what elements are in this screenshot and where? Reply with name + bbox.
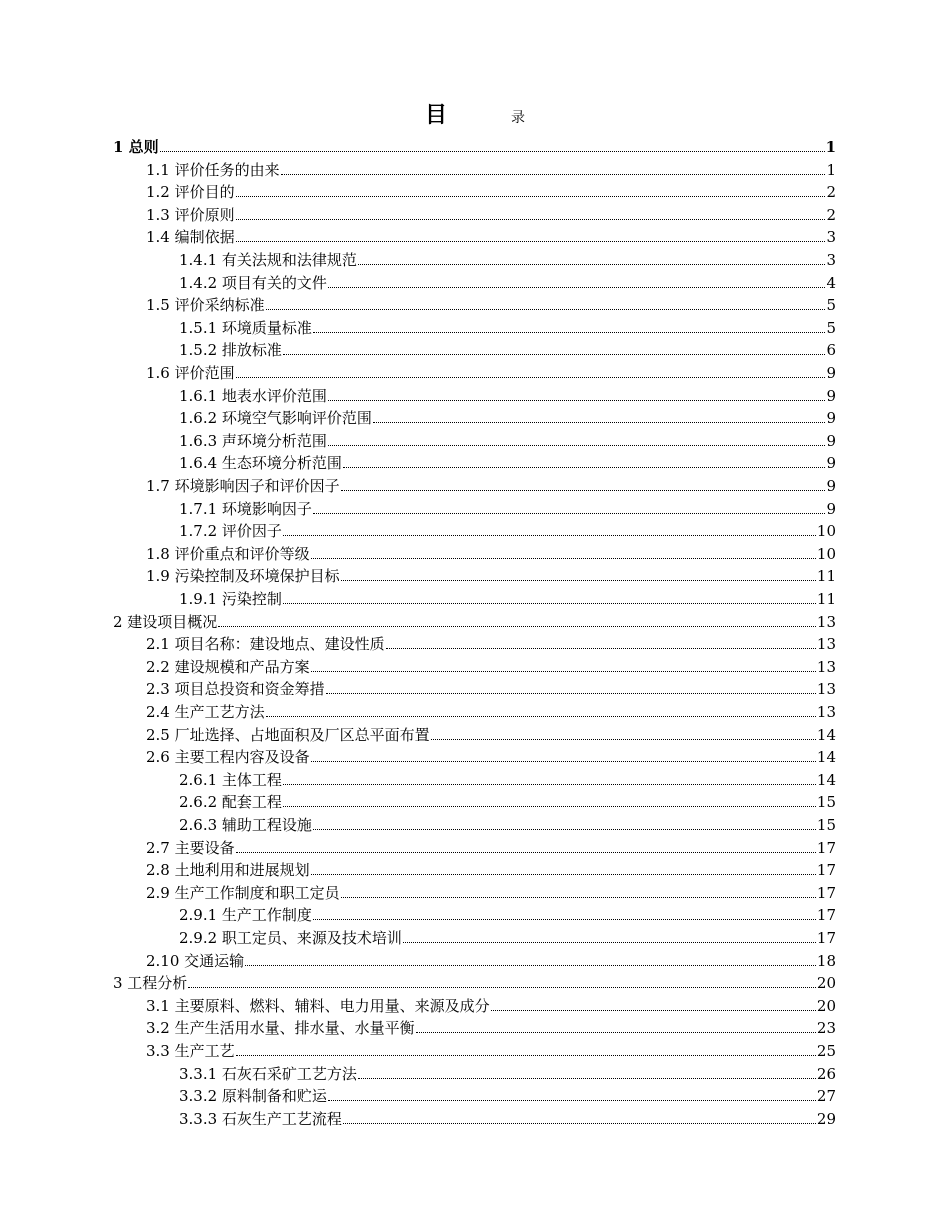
toc-entry-label: 1.4.1 有关法规和法律规范: [179, 251, 357, 269]
toc-entry[interactable]: [146, 995, 836, 1017]
toc-entry-label: 1.8 评价重点和评价等级: [146, 544, 310, 563]
toc-entry-label: 2.9 生产工作制度和职工定员: [146, 883, 340, 902]
dot-leader: [311, 671, 816, 672]
toc-entry[interactable]: [179, 769, 836, 791]
toc-entry-page-number: 9: [826, 386, 836, 405]
toc-entry[interactable]: [146, 1017, 836, 1039]
toc-entry-label: 1.6.1 地表水评价范围: [179, 386, 327, 405]
toc-entry-label: 1.1 评价任务的由来: [146, 160, 280, 179]
toc-entry-page-number: 15: [816, 793, 836, 812]
toc-entry-label: 3.2 生产生活用水量、排水量、水量平衡: [146, 1019, 415, 1038]
toc-entry-label: 1.3 评价原则: [146, 205, 235, 224]
dot-leader: [266, 716, 816, 717]
toc-entry-page-number: 11: [816, 590, 836, 608]
toc-entry-label: 1.6.4 生态环境分析范围: [179, 454, 342, 473]
toc-entry-label: 2.1 项目名称：建设地点、建设性质: [146, 635, 385, 654]
dot-leader: [283, 535, 816, 536]
toc-entry-label: 1 总则: [113, 138, 159, 156]
toc-entry-page-number: 1: [825, 138, 836, 156]
dot-leader: [431, 739, 816, 740]
toc-entry-page-number: 17: [816, 838, 836, 857]
toc-entry[interactable]: [146, 746, 836, 768]
toc-entry-page-number: 5: [826, 318, 836, 337]
toc-entry[interactable]: [179, 814, 836, 836]
toc-entry-label: 2.6.3 辅助工程设施: [179, 816, 312, 834]
toc-entry-label: 2.2 建设规模和产品方案: [146, 657, 310, 676]
toc-entry[interactable]: [179, 452, 836, 474]
toc-entry-label: 2.7 主要设备: [146, 838, 235, 857]
toc-entry-page-number: 15: [816, 816, 836, 834]
toc-entry-label: 2.5 厂址选择、占地面积及厂区总平面布置: [146, 725, 430, 744]
toc-entry-label: 2.8 土地利用和进展规划: [146, 861, 310, 880]
toc-entry[interactable]: [179, 407, 836, 429]
dot-leader: [328, 287, 826, 288]
toc-entry[interactable]: [179, 588, 836, 610]
toc-entry-page-number: 17: [816, 861, 836, 880]
toc-entry[interactable]: [146, 859, 836, 881]
dot-leader: [245, 965, 816, 966]
dot-leader: [283, 806, 816, 807]
toc-entry[interactable]: [179, 272, 836, 294]
toc-entry[interactable]: [146, 565, 836, 587]
dot-leader: [341, 490, 826, 491]
dot-leader: [218, 626, 816, 627]
dot-leader: [386, 648, 816, 649]
toc-entry[interactable]: [179, 520, 836, 542]
toc-entry-label: 1.5 评价采纳标准: [146, 296, 265, 315]
toc-entry-label: 1.4 编制依据: [146, 228, 235, 247]
dot-leader: [266, 309, 826, 310]
dot-leader: [236, 196, 826, 197]
toc-entry-page-number: 14: [816, 770, 836, 789]
dot-leader: [403, 942, 816, 943]
toc-entry[interactable]: [179, 249, 836, 271]
dot-leader: [311, 761, 816, 762]
toc-entry[interactable]: [179, 791, 836, 813]
toc-entry-page-number: 13: [816, 657, 836, 676]
dot-leader: [188, 987, 816, 988]
toc-entry-label: 2 建设项目概况: [113, 612, 218, 631]
toc-entry[interactable]: [146, 701, 836, 723]
toc-entry-page-number: 13: [816, 635, 836, 654]
toc-entry-page-number: 9: [826, 409, 836, 428]
dot-leader: [236, 219, 826, 220]
toc-entry[interactable]: [179, 927, 836, 949]
dot-leader: [283, 603, 816, 604]
toc-entry-label: 1.6.2 环境空气影响评价范围: [179, 409, 372, 428]
toc-entry[interactable]: [146, 543, 836, 565]
toc-entry-label: 2.9.2 职工定员、来源及技术培训: [179, 929, 402, 947]
toc-entry-page-number: 9: [826, 499, 836, 518]
toc-entry-page-number: 10: [816, 544, 836, 563]
toc-entry[interactable]: [146, 724, 836, 746]
toc-entry-label: 1.6 评价范围: [146, 364, 235, 382]
toc-entry-page-number: 17: [816, 929, 836, 947]
toc-entry-page-number: 20: [816, 974, 836, 993]
toc-entry-page-number: 27: [816, 1087, 836, 1106]
toc-entry-label: 2.4 生产工艺方法: [146, 703, 265, 721]
toc-entry[interactable]: [179, 339, 836, 361]
toc-entry-label: 1.9 污染控制及环境保护目标: [146, 567, 340, 586]
toc-entry-page-number: 18: [816, 951, 836, 970]
toc-entry-page-number: 10: [816, 522, 836, 541]
toc-entry-page-number: 1: [826, 160, 836, 179]
dot-leader: [313, 513, 826, 514]
dot-leader: [313, 332, 826, 333]
toc-entry-page-number: 17: [816, 906, 836, 925]
toc-entry-page-number: 3: [826, 251, 836, 269]
toc-entry-label: 1.4.2 项目有关的文件: [179, 273, 327, 292]
toc-entry-page-number: 2: [826, 205, 836, 224]
toc-entry[interactable]: [146, 159, 836, 181]
toc-entry[interactable]: [179, 1085, 836, 1107]
toc-entry[interactable]: [146, 362, 836, 384]
toc-entry-page-number: 13: [816, 680, 836, 699]
toc-entry-page-number: 13: [816, 703, 836, 721]
toc-entry[interactable]: [179, 430, 836, 452]
toc-entry-label: 1.7 环境影响因子和评价因子: [146, 477, 340, 495]
dot-leader: [236, 852, 816, 853]
toc-entry-label: 1.2 评价目的: [146, 183, 235, 202]
dot-leader: [341, 897, 816, 898]
toc-entry-page-number: 20: [816, 996, 836, 1015]
dot-leader: [311, 874, 816, 875]
toc-entry-page-number: 25: [816, 1042, 836, 1060]
toc-entry[interactable]: [179, 1063, 836, 1085]
toc-entry[interactable]: [146, 204, 836, 226]
toc-entry-label: 3 工程分析: [113, 974, 188, 993]
dot-leader: [236, 377, 826, 378]
dot-leader: [343, 1123, 816, 1124]
toc-entry-page-number: 14: [816, 748, 836, 767]
toc-entry-label: 2.3 项目总投资和资金筹措: [146, 680, 325, 699]
toc-entry[interactable]: [179, 1108, 836, 1130]
toc-title: [0, 100, 950, 130]
toc-entry-label: 3.3.2 原料制备和贮运: [179, 1087, 327, 1106]
toc-entry[interactable]: [146, 950, 836, 972]
dot-leader: [341, 580, 816, 581]
toc-entry-label: 3.3.1 石灰石采矿工艺方法: [179, 1064, 357, 1083]
toc-entry-page-number: 23: [816, 1019, 836, 1038]
dot-leader: [328, 400, 826, 401]
toc-entry[interactable]: [179, 385, 836, 407]
toc-entry-page-number: 5: [826, 296, 836, 315]
toc-entry-label: 2.6.2 配套工程: [179, 793, 282, 812]
toc-entry-page-number: 26: [816, 1064, 836, 1083]
dot-leader: [236, 1055, 816, 1056]
toc-entry-label: 1.7.2 评价因子: [179, 522, 282, 541]
toc-entry[interactable]: [113, 611, 836, 633]
dot-leader: [326, 693, 816, 694]
toc-entry-label: 1.6.3 声环境分析范围: [179, 431, 327, 450]
toc-entry[interactable]: [146, 181, 836, 203]
toc-entry-label: 2.6.1 主体工程: [179, 770, 282, 789]
dot-leader: [373, 422, 826, 423]
dot-leader: [283, 784, 816, 785]
toc-entry-label: 1.5.1 环境质量标准: [179, 318, 312, 337]
dot-leader: [358, 1078, 816, 1079]
toc-entry[interactable]: [146, 633, 836, 655]
toc-entry-label: 1.9.1 污染控制: [179, 590, 282, 608]
toc-entry-page-number: 29: [816, 1109, 836, 1128]
toc-entry-label: 1.5.2 排放标准: [179, 341, 282, 360]
dot-leader: [160, 151, 825, 152]
toc-entry[interactable]: [113, 972, 836, 994]
dot-leader: [328, 1100, 816, 1101]
toc-entry-page-number: 9: [826, 431, 836, 450]
toc-entry[interactable]: [146, 678, 836, 700]
dot-leader: [313, 829, 816, 830]
dot-leader: [328, 445, 826, 446]
dot-leader: [311, 558, 816, 559]
dot-leader: [313, 919, 816, 920]
toc-entry[interactable]: [179, 317, 836, 339]
toc-entry[interactable]: [146, 1040, 836, 1062]
dot-leader: [236, 241, 826, 242]
dot-leader: [281, 174, 826, 175]
toc-entry-label: 2.6 主要工程内容及设备: [146, 748, 310, 767]
toc-entry-page-number: 4: [826, 273, 836, 292]
toc-title-main: 目: [424, 102, 447, 128]
dot-leader: [343, 467, 826, 468]
toc-entry-page-number: 11: [816, 567, 836, 586]
toc-entry[interactable]: [146, 226, 836, 248]
dot-leader: [283, 354, 826, 355]
dot-leader: [358, 264, 826, 265]
toc-entry-label: 3.3 生产工艺: [146, 1042, 235, 1060]
toc-entry[interactable]: [179, 498, 836, 520]
toc-entry[interactable]: [146, 294, 836, 316]
toc-entry-page-number: 9: [826, 477, 836, 495]
toc-entry-label: 1.7.1 环境影响因子: [179, 499, 312, 518]
toc-entry-page-number: 6: [826, 341, 836, 360]
toc-entry-label: 3.1 主要原料、燃料、辅料、电力用量、来源及成分: [146, 996, 490, 1015]
toc-entry-page-number: 9: [826, 364, 836, 382]
toc-entry-label: 2.9.1 生产工作制度: [179, 906, 312, 925]
toc-entry[interactable]: [146, 837, 836, 859]
toc-entry[interactable]: [179, 904, 836, 926]
toc-entry-label: 3.3.3 石灰生产工艺流程: [179, 1109, 342, 1128]
dot-leader: [491, 1010, 816, 1011]
toc-entry[interactable]: [146, 882, 836, 904]
toc-entry[interactable]: [146, 656, 836, 678]
toc-entry-page-number: 3: [826, 228, 836, 247]
toc-entry-page-number: 13: [816, 612, 836, 631]
dot-leader: [416, 1032, 816, 1033]
toc-entry-page-number: 17: [816, 883, 836, 902]
toc-entry[interactable]: [146, 475, 836, 497]
toc-entry-page-number: 9: [826, 454, 836, 473]
toc-entry-label: 2.10 交通运输: [146, 951, 245, 970]
toc-entry-page-number: 14: [816, 725, 836, 744]
toc-entry[interactable]: [113, 136, 836, 158]
toc-title-tail: 录: [511, 110, 525, 126]
toc-entry-page-number: 2: [826, 183, 836, 202]
